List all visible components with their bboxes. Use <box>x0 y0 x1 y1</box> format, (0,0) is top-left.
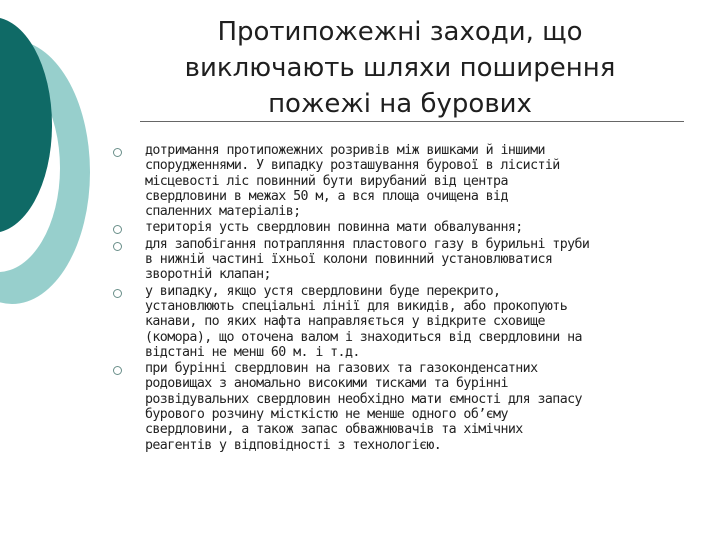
item-text-line: канави, по яких нафта направляється у відкрите сховище <box>145 314 545 330</box>
item-text-line: родовищах з аномально високими тисками та бурінні <box>145 376 508 392</box>
item-text-line: у випадку, якщо устя свердловини буде перекрито, <box>145 283 501 299</box>
item-text-line: свердловини в межах 50 м, а вся площа очищена від <box>145 188 508 204</box>
bullet-circle-icon <box>113 225 122 234</box>
title-line: пожежі на бурових <box>268 89 532 119</box>
item-text-line: спорудженнями. У випадку розташування бурової в лісистій <box>145 158 560 174</box>
list-item <box>108 220 698 235</box>
item-text-line: реагентів у відповідності з технологією. <box>145 437 442 453</box>
list-item <box>108 237 698 283</box>
title-divider <box>140 121 684 122</box>
list-item <box>108 361 698 453</box>
item-text-line: дотримання протипожежних розривів між вишками й іншими <box>145 143 545 158</box>
item-text-line: для запобігання потрапляння пластового газу в бурильні труби <box>145 236 590 252</box>
item-text-line: відстані не менш 60 м. і т.д. <box>145 344 360 360</box>
bullet-circle-icon <box>113 289 122 298</box>
item-text-line: розвідувальних свердловин необхідно мати ємності для запасу <box>145 391 582 407</box>
list-item <box>108 143 698 219</box>
item-text-line: спаленних матеріалів; <box>145 204 301 220</box>
item-text-line: місцевості ліс повинний бути вирубаний від центра <box>145 173 508 189</box>
item-text-line: зворотній клапан; <box>145 267 271 283</box>
slide-title <box>140 14 660 122</box>
item-text-line: установлюють спеціальні лінії для викидів, або прокопують <box>145 298 568 314</box>
bullet-list <box>108 143 698 454</box>
bullet-circle-icon <box>113 148 122 157</box>
title-line: виключають шляхи поширення <box>184 53 616 83</box>
item-text-line: при бурінні свердловин на газових та газоконденсатних <box>145 361 538 377</box>
item-text-line: в нижній частині їхньої колони повинний установлюватися <box>145 252 553 268</box>
item-text-line: (комора), що оточена валом і знаходиться від свердловини на <box>145 329 582 345</box>
item-text-line: свердловини, а також запас обважнювачів та хімічних <box>145 422 523 438</box>
item-text-line: територія усть свердловин повинна мати обвалування; <box>145 220 523 236</box>
bullet-circle-icon <box>113 242 122 251</box>
title-line: Протипожежні заходи, що <box>217 17 583 47</box>
bullet-circle-icon <box>113 366 122 375</box>
item-text-line: бурового розчину місткістю не менше одного об’єму <box>145 407 508 423</box>
list-item <box>108 284 698 360</box>
